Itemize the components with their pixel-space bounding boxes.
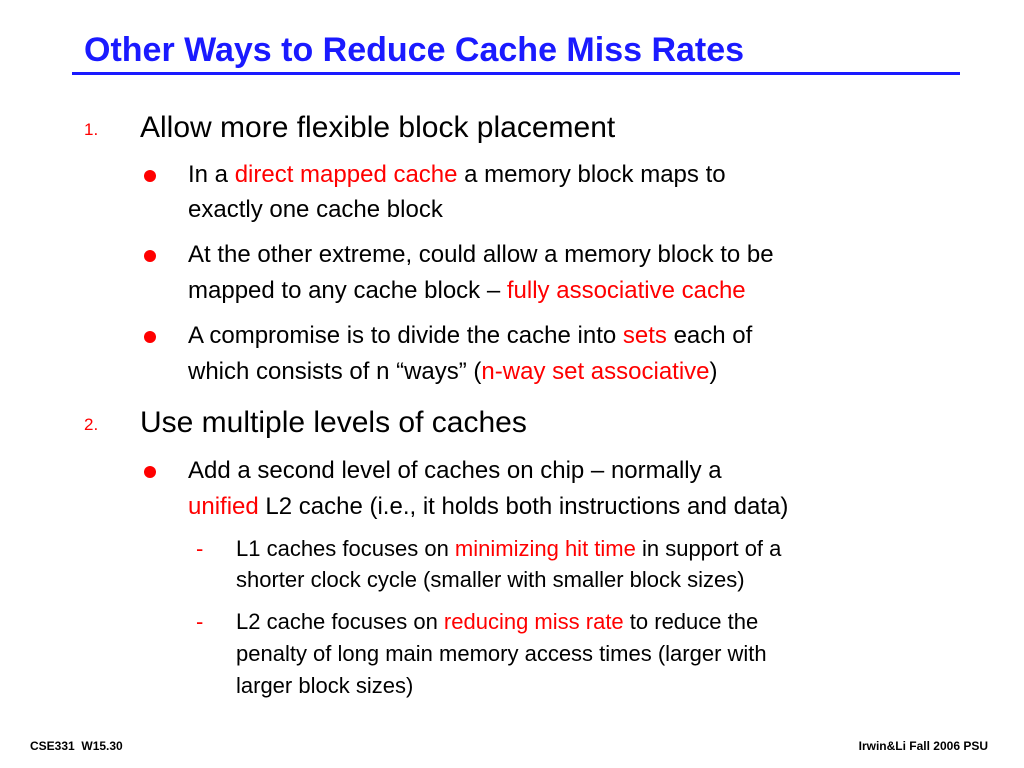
item-1-bullet-2-line-1: At the other extreme, could allow a memory block to be bbox=[188, 241, 774, 268]
text: in support of a bbox=[635, 536, 782, 561]
text: A compromise is to divide the cache into bbox=[188, 322, 623, 349]
item-1-bullet-2-line-2 bbox=[188, 274, 746, 308]
item-2-number: 2. bbox=[84, 415, 99, 434]
item-2-bullet-1-line-1: Add a second level of caches on chip – normally a bbox=[188, 457, 722, 484]
text: In a bbox=[188, 161, 235, 188]
highlight-term: unified bbox=[188, 493, 259, 520]
highlight-term: n-way set associative bbox=[481, 358, 710, 385]
item-1-bullet-1-line-1 bbox=[188, 158, 726, 192]
highlight-term: sets bbox=[622, 322, 667, 349]
dash-marker: - bbox=[196, 536, 204, 561]
bullet-dot bbox=[144, 466, 156, 478]
item-2-heading: Use multiple levels of caches bbox=[140, 406, 527, 439]
item-2-bullet-1-line-2 bbox=[188, 490, 788, 524]
text: L2 cache focuses on bbox=[236, 609, 444, 634]
text: a memory block maps to bbox=[457, 161, 726, 188]
item-1-heading: Allow more flexible block placement bbox=[140, 111, 616, 144]
text: mapped to any cache block – bbox=[188, 277, 507, 304]
slide-title: Other Ways to Reduce Cache Miss Rates bbox=[84, 31, 745, 69]
highlight-term: minimizing hit time bbox=[454, 536, 636, 561]
text: ) bbox=[709, 358, 718, 385]
text: to reduce the bbox=[623, 609, 759, 634]
highlight-term: fully associative cache bbox=[506, 277, 746, 304]
title-underline bbox=[72, 72, 960, 75]
text: L1 caches focuses on bbox=[236, 536, 455, 561]
bullet-dot bbox=[144, 331, 156, 343]
highlight-term: direct mapped cache bbox=[234, 161, 458, 188]
item-1-bullet-1-line-2: exactly one cache block bbox=[188, 196, 443, 223]
bullet-dot bbox=[144, 250, 156, 262]
text: each of bbox=[666, 322, 753, 349]
item-2-dash-1-line-1 bbox=[236, 533, 781, 564]
highlight-term: reducing miss rate bbox=[443, 609, 624, 634]
footer-left: CSE331 W15.30 bbox=[30, 739, 123, 753]
item-1-number: 1. bbox=[84, 120, 99, 139]
item-1-bullet-3-line-2 bbox=[188, 355, 718, 389]
footer-right: Irwin&Li Fall 2006 PSU bbox=[858, 739, 988, 753]
bullet-dot bbox=[144, 170, 156, 182]
dash-marker: - bbox=[196, 609, 204, 634]
item-2-dash-2-line-3: larger block sizes) bbox=[236, 673, 414, 698]
item-2-dash-2-line-2: penalty of long main memory access times (larger with bbox=[236, 641, 767, 666]
item-2-dash-1-line-2: shorter clock cycle (smaller with smaller block sizes) bbox=[236, 567, 745, 592]
text: which consists of n “ways” ( bbox=[188, 358, 482, 385]
text: L2 cache (i.e., it holds both instructions and data) bbox=[258, 493, 789, 520]
item-1-bullet-3-line-1 bbox=[188, 319, 752, 353]
item-2-dash-2-line-1 bbox=[236, 606, 758, 637]
